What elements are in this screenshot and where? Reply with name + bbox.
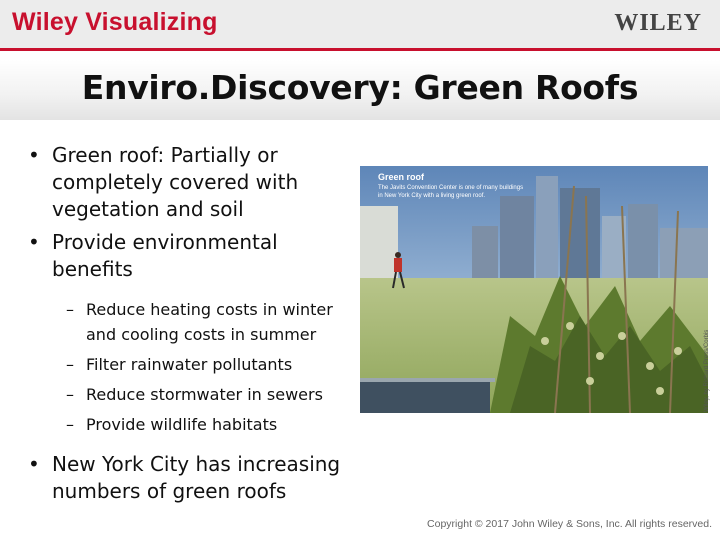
sub-bullet-item: [66, 297, 358, 347]
bullet-item: [28, 229, 358, 283]
sub-bullet-item: [66, 352, 358, 377]
photo-caption-body: The Javits Convention Center is one of many buildings in New York City with a living green roof.: [378, 185, 524, 199]
sub-bullet-text: Reduce heating costs in winter and cooling costs in summer: [86, 300, 333, 344]
header-divider: [0, 48, 720, 51]
planter-rim: [360, 378, 495, 382]
sub-bullet-marker: –: [66, 300, 74, 319]
foreground-building: [360, 206, 398, 286]
sub-bullet-marker: –: [66, 355, 74, 374]
sub-bullet-text: Reduce stormwater in sewers: [86, 385, 323, 404]
sub-bullet-marker: –: [66, 385, 74, 404]
green-roof-photo: [360, 166, 708, 413]
sub-bullet-item: [66, 382, 358, 407]
bullet-item: [28, 451, 358, 505]
header-band: [0, 0, 720, 48]
brand-logo: Wiley Visualizing: [12, 8, 218, 36]
bullet-list: [28, 142, 358, 511]
sub-bullet-text: Provide wildlife habitats: [86, 415, 278, 434]
sub-bullet-item: [66, 412, 358, 437]
planter-box: [360, 381, 490, 413]
bullet-text: Green roof: Partially or completely covered with vegetation and soil: [52, 143, 299, 221]
sub-bullet-text: Filter rainwater pollutants: [86, 355, 293, 374]
bullet-marker: •: [28, 143, 40, 167]
green-roof-illustration: [360, 166, 708, 413]
bullet-text: New York City has increasing numbers of green roofs: [52, 452, 341, 503]
photo-caption: [378, 172, 528, 200]
title-band: [0, 60, 720, 120]
sub-bullet-list: [66, 297, 358, 437]
sub-bullet-marker: –: [66, 415, 74, 434]
slide-title: Enviro.Discovery: Green Roofs: [81, 68, 639, 107]
copyright-notice: Copyright © 2017 John Wiley & Sons, Inc. All rights reserved.: [427, 518, 712, 530]
bullet-item: [28, 142, 358, 223]
photo-caption-title: Green roof: [378, 172, 425, 182]
publisher-logo: WILEY: [614, 10, 702, 36]
bullet-text: Provide environmental benefits: [52, 230, 278, 281]
bullet-marker: •: [28, 452, 40, 476]
bullet-marker: •: [28, 230, 40, 254]
photo-credit: Wiley, by Richard Press/Corbis: [704, 329, 710, 412]
